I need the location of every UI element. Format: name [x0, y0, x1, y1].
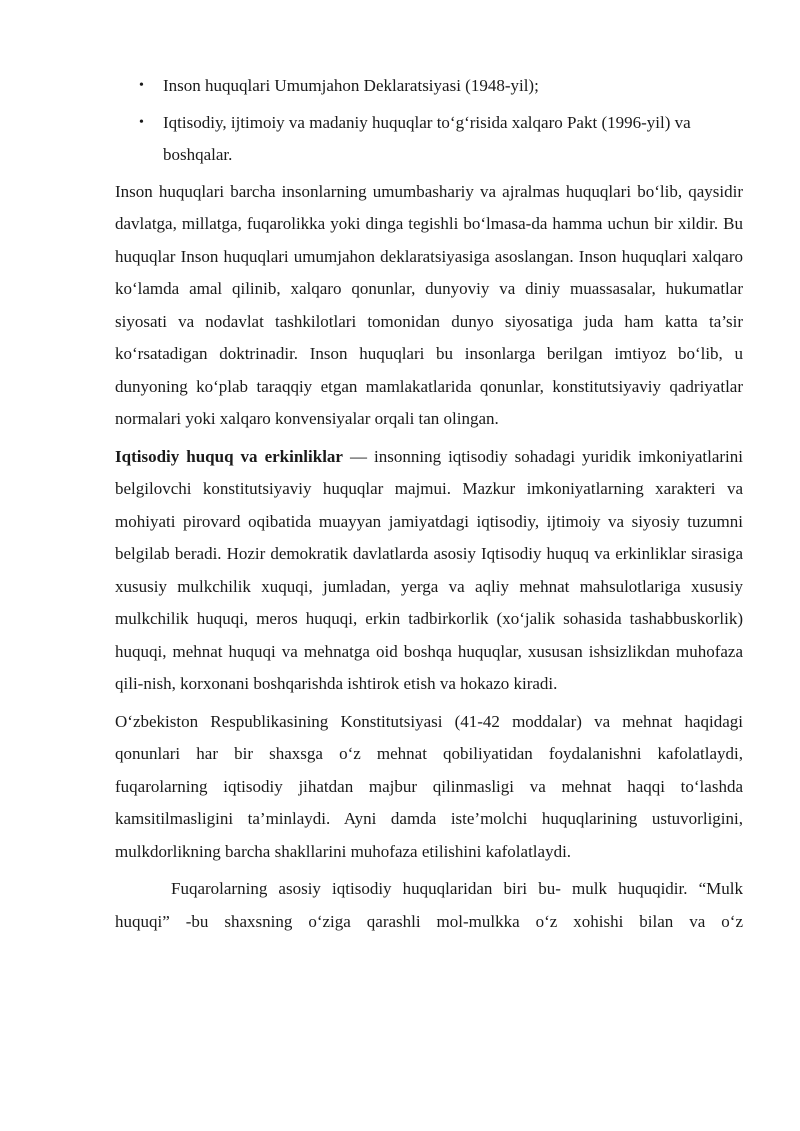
paragraph-constitution: O‘zbekiston Respublikasining Konstitutsiyasi (41-42 moddalar) va mehnat haqidagi qonunlari har bir shaxsga o‘z mehnat qobiliyatidan foydalanishni kafolatlaydi, fuqarolarning iqtisodiy jihatdan majbur qilinmasligi va mehnat haqqi to‘lashda kamsitilmasligini ta’minlaydi. Ayni damda iste’molchi huquqlarining ustuvorligini, mulkdorlikning barcha shakllarini muhofaza etilishini kafolatlaydi.	[115, 711, 743, 861]
bullet-text: Iqtisodiy, ijtimoiy va madaniy huquqlar to‘g‘risida xalqaro Pakt (1996-yil) va boshqalar.	[163, 112, 691, 164]
list-item	[115, 70, 743, 103]
bullet-text: Inson huquqlari Umumjahon Deklaratsiyasi (1948-yil);	[163, 76, 539, 95]
paragraph-human-rights: Inson huquqlari barcha insonlarning umumbashariy va ajralmas huquqlari bo‘lib, qaysidir davlatga, millatga, fuqarolikka yoki dinga tegishli bo‘lmasa-da hamma uchun bir xildir. Bu huquqlar Inson huquqlari umumjahon deklaratsiyasiga asoslangan. Inson huquqlari xalqaro ko‘lamda amal qilinib, xalqaro qonunlar, dunyoviy va diniy muassasalar, hukumatlar siyosati va nodavlat tashkilotlari tomonidan dunyo siyosatiga juda ham katta ta’sir ko‘rsatadigan doktrinadir. Inson huquqlari bu insonlarga berilgan imtiyoz bo‘lib, u dunyoning ko‘plab taraqqiy etgan mamlakatlarida qonunlar, konstitutsiyaviy qadriyatlar normalari yoki xalqaro konvensiyalar orqali tan olingan.	[115, 181, 743, 428]
term-heading: Iqtisodiy huquq va erkinliklar	[115, 446, 343, 466]
paragraph-economic-rights	[115, 441, 743, 701]
bullet-icon: •	[139, 78, 144, 93]
list-item	[115, 107, 743, 172]
bullet-list	[115, 70, 743, 172]
bullet-icon: •	[139, 114, 144, 130]
document-page	[115, 70, 743, 943]
paragraph-property-right: Fuqarolarning asosiy iqtisodiy huquqlaridan biri bu- mulk huquqidir. “Mulk huquqi” -bu shaxsning o‘ziga qarashli mol-mulkka o‘z xohishi bilan va o‘z	[115, 879, 743, 931]
term-definition: — insonning iqtisodiy sohadagi yuridik imkoniyatlarini belgilovchi konstitutsiyaviy huquqlar majmui. Mazkur imkoniyatlarning xarakteri va mohiyati pirovard oqibatida muayyan jamiyatdagi iqtisodiy, ijtimoiy va siyosiy tuzumni belgilab beradi. Hozir demokratik davlatlarda asosiy Iqtisodiy huquq va erkinliklar sirasiga xususiy mulkchilik xuquqi, jumladan, yerga va aqliy mehnat mahsulotlariga xususiy mulkchilik huquqi, meros huquqi, erkin tadbirkorlik (xo‘jalik sohasida tashabbuskorlik) huquqi, mehnat huquqi va mehnatga oid boshqa huquqlar, xususan ishsizlikdan muhofaza qili-nish, korxonani boshqarishda ishtirok etish va hokazo kiradi.	[115, 446, 743, 693]
